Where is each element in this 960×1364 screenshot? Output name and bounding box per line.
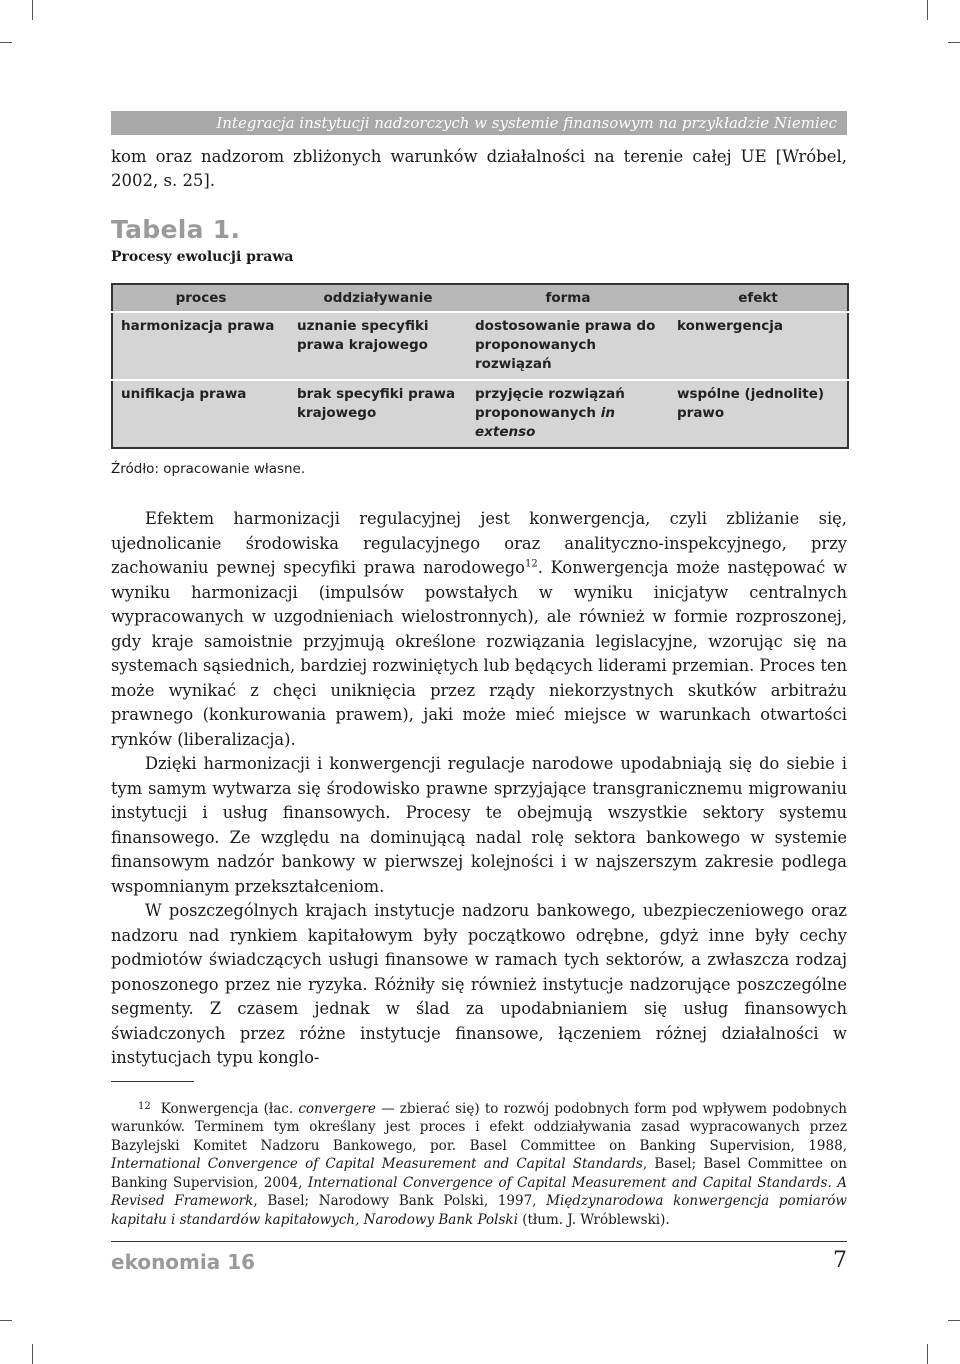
table-header-row: [112, 284, 848, 312]
table-cell: dostosowanie prawa do proponowanych rozwiązań: [467, 312, 669, 380]
intro-paragraph: kom oraz nadzorom zbliżonych warunków działalności na terenie całej UE [Wróbel, 2002, s. 25].: [111, 147, 847, 190]
crop-mark: [927, 0, 928, 20]
column-header: proces: [112, 284, 289, 312]
column-header: forma: [467, 284, 669, 312]
crop-mark: [948, 42, 960, 43]
crop-mark: [0, 42, 12, 43]
column-header: efekt: [669, 284, 848, 312]
table-source: Źródło: opracowanie własne.: [111, 461, 306, 477]
footnote-italic: International Convergence of Capital Measurement and Capital Standards: [111, 1156, 643, 1173]
journal-name: ekonomia 16: [111, 1250, 256, 1274]
body-paragraph: Dzięki harmonizacji i konwergencji regulacje narodowe upodabniają się do siebie i tym samym wytwarza się środowisko prawne sprzyjające transgranicznemu migrowaniu instytucji i usług finansowych. Procesy te obejmują wszystkie sektory systemu finansowego. Ze względu na dominującą nadal rolę sektora bankowego w systemie finansowym nadzór bankowy w pierwszej kolejności i w najszerszym zakresie podlega wspomnianym przekształceniom.: [111, 754, 847, 896]
footnote-text: , Basel; Narodowy Bank Polski, 1997,: [253, 1193, 547, 1210]
footnote-number: 12: [138, 1100, 151, 1112]
table-title: Tabela 1.: [111, 215, 241, 244]
table-cell: [467, 380, 669, 448]
table-row: [112, 312, 848, 380]
table-cell: wspólne (jednolite) prawo: [669, 380, 848, 448]
table-cell-text: przyjęcie rozwiązań proponowanych: [475, 386, 625, 421]
page-number: 7: [833, 1248, 847, 1273]
footnote-text: , Basel; Basel Committee on Banking Supervision, 2004,: [111, 1156, 847, 1191]
crop-mark: [32, 1344, 33, 1364]
footnote-text: Konwergencja (łac.: [160, 1100, 299, 1117]
paragraph-text: Efektem harmonizacji regulacyjnej jest konwergencja, czyli zbliżanie się, ujednolicanie środowiska regulacyjnego oraz analityczno-inspekcyjnego, przy zachowaniu pewnej specyfiki prawa narodowego: [111, 509, 847, 577]
crop-mark: [32, 0, 33, 20]
footnote-italic: International Convergence of Capital Measurement and Capital Standards. A Revised Framework: [111, 1174, 847, 1210]
table-cell: harmonizacja prawa: [112, 312, 289, 380]
footnote-italic: Międzynarodowa konwergencja pomiarów kapitału i standardów kapitałowych, Narodowy Bank Polski: [111, 1193, 847, 1229]
table-cell: konwergencja: [669, 312, 848, 380]
body-paragraph: W poszczególnych krajach instytucje nadzoru bankowego, ubezpieczeniowego oraz nadzoru nad rynkiem kapitałowym były początkowo odrębne, gdyż inne były cechy podmiotów świadczących usługi finansowe w ramach tych sektorów, a zwłaszcza rodzaj ponoszonego przez nie ryzyka. Różniły się również instytucje nadzorujące poszczególne segmenty. Z czasem jednak w ślad za upodabnianiem się usług finansowych świadczonych przez różne instytucje finansowe, łączeniem różnej działalności w instytucjach typu konglo-: [111, 901, 847, 1067]
running-head: Integracja instytucji nadzorczych w systemie finansowym na przykładzie Niemiec: [111, 111, 847, 135]
footnote-separator: [111, 1081, 194, 1082]
crop-mark: [927, 1344, 928, 1364]
footer-rule: [111, 1241, 847, 1242]
body-text: [111, 507, 847, 1071]
evolution-table: [111, 283, 849, 449]
footnote: [111, 1098, 847, 1230]
footnote-italic: convergere: [298, 1100, 376, 1117]
page-content: [111, 145, 847, 1243]
table-subtitle: Procesy ewolucji prawa: [111, 249, 294, 265]
table-row: [112, 380, 848, 448]
footnote-text: — zbierać się) to rozwój podobnych form pod wpływem podobnych warunków. Terminem tym określany jest proces i efekt oddziaływania zasad wypracowanych przez Bazylejski Komitet Nadzoru Bankowego, por. Basel Committee on Banking Supervision, 1988,: [111, 1100, 847, 1154]
crop-mark: [948, 1320, 960, 1321]
table-cell-italic: in extenso: [475, 405, 615, 440]
body-paragraph: [111, 507, 847, 752]
column-header: oddziaływanie: [289, 284, 467, 312]
footnote-reference: 12: [524, 558, 538, 570]
table-cell: unifikacja prawa: [112, 380, 289, 448]
footnote-text: (tłum. J. Wróblewski).: [517, 1212, 670, 1229]
table-cell: uznanie specyfiki prawa krajowego: [289, 312, 467, 380]
crop-mark: [0, 1320, 12, 1321]
paragraph-text: . Konwergencja może następować w wyniku harmonizacji (impulsów powstałych w wyniku inicjatyw centralnych wypracowanych w uzgodnieniach wielostronnych), ale również w formie rozproszonej, gdy kraje samoistnie przyjmują określone rozwiązania legislacyjne, wzorując się na systemach sąsiednich, bardziej rozwiniętych lub będących liderami przemian. Proces ten może wynikać z chęci uniknięcia przez rządy niekorzystnych skutków arbitrażu prawnego (konkurowania prawem), jaki może mieć miejsce w warunkach otwartości rynków (liberalizacja).: [111, 558, 848, 749]
table-cell: brak specyfiki prawa krajowego: [289, 380, 467, 448]
